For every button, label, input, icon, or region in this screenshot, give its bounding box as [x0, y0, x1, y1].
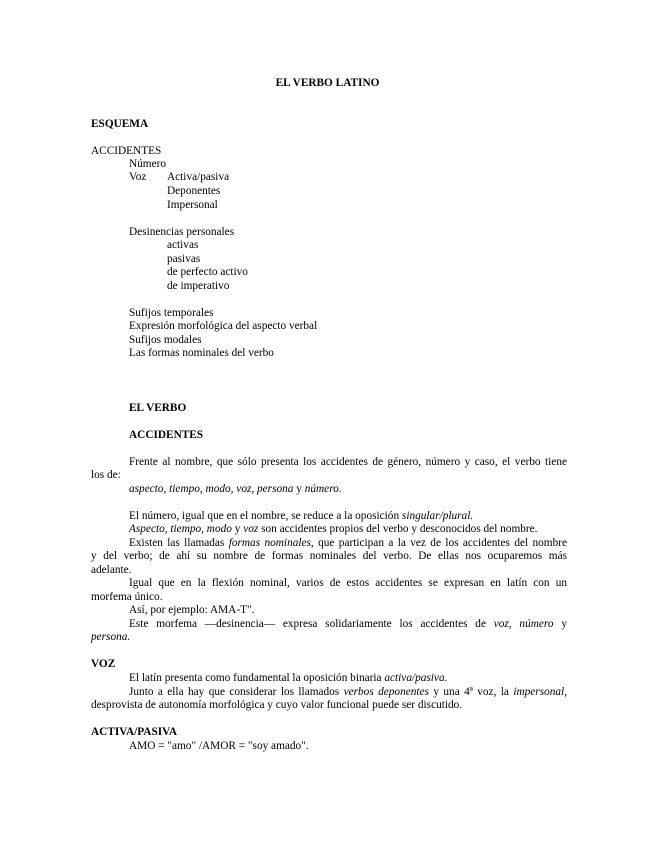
- text: El número, igual que en el nombre, se reduce a la oposición: [129, 510, 402, 522]
- paragraph-line: Igual que en la flexión nominal, varios de estos accidentes se expresan en latín con un: [129, 577, 567, 589]
- paragraph-line: Frente al nombre, que sólo presenta los accidentes de género, número y caso, el verbo tiene: [129, 456, 567, 468]
- text: Este morfema —desinencia— expresa solidariamente los accidentes de: [129, 618, 494, 630]
- text: son accidentes propios del verbo y desconocidos del nombre.: [258, 523, 538, 535]
- voz-label: Voz: [129, 171, 147, 183]
- voz-item: Activa/pasiva: [167, 171, 230, 183]
- desinencias-label: Desinencias personales: [129, 226, 235, 238]
- paragraph-line: desprovista de autonomía morfológica y cuyo valor funcional puede ser discutido.: [91, 699, 463, 711]
- paragraph-line: [129, 618, 567, 632]
- accidentes-heading: ACCIDENTES: [129, 429, 204, 441]
- voz-item: Impersonal: [167, 199, 218, 211]
- paragraph-line: [129, 537, 567, 551]
- paragraph-line: y del verbo; de ahí su nombre de formas nominales del verbo. De ellas nos ocuparemos más: [91, 550, 567, 562]
- voz-item: Deponentes: [167, 185, 221, 197]
- italic-text: activa/pasiva.: [384, 672, 448, 684]
- esquema-item: Sufijos modales: [129, 334, 202, 346]
- accidentes-label: ACCIDENTES: [91, 145, 162, 157]
- paragraph-line: Así, por ejemplo: AMA-T".: [129, 604, 255, 616]
- italic-text: aspecto, tiempo, modo, voz, persona: [129, 483, 294, 495]
- paragraph-line: adelante.: [91, 564, 132, 576]
- paragraph-line: [129, 672, 447, 686]
- text: Existen las llamadas: [129, 537, 229, 549]
- esquema-item: Sufijos temporales: [129, 307, 214, 319]
- text: ,: [564, 686, 568, 698]
- desinencias-item: pasivas: [167, 253, 201, 265]
- italic-text: Aspecto, tiempo, modo: [129, 523, 232, 535]
- accidentes-list: [129, 483, 342, 497]
- italic-text: número.: [304, 483, 342, 495]
- paragraph-line: morfema único.: [91, 591, 163, 603]
- italic-text: impersonal: [513, 686, 565, 698]
- esquema-item: Las formas nominales del verbo: [129, 347, 274, 359]
- voz-heading: VOZ: [91, 658, 116, 670]
- paragraph-line: AMO = "amo" /AMOR = "soy amado".: [129, 740, 309, 752]
- page-title: EL VERBO LATINO: [275, 77, 380, 89]
- paragraph-line: los de:: [91, 469, 121, 481]
- italic-text: formas nominales: [228, 537, 311, 549]
- text: y una 4ª voz, la: [428, 686, 514, 698]
- desinencias-item: de imperativo: [167, 280, 230, 292]
- text: y: [231, 523, 244, 535]
- text: y: [293, 483, 305, 495]
- el-verbo-heading: EL VERBO: [129, 402, 187, 414]
- italic-text: voz: [243, 523, 259, 535]
- italic-text: singular/plural.: [401, 510, 474, 522]
- esquema-heading: ESQUEMA: [91, 118, 149, 130]
- text: Junto a ella hay que considerar los llamados: [129, 686, 344, 698]
- desinencias-item: activas: [167, 239, 199, 251]
- text: El latín presenta como fundamental la oposición binaria: [129, 672, 385, 684]
- paragraph-line: persona.: [91, 631, 131, 643]
- text: , que participan a la vez de los accidentes del nombre: [310, 537, 567, 549]
- paragraph-line: [129, 510, 473, 524]
- numero-label: Número: [129, 158, 167, 170]
- paragraph-line: [129, 523, 538, 537]
- desinencias-item: de perfecto activo: [167, 266, 248, 278]
- paragraph-line: [129, 686, 567, 700]
- italic-text: verbos deponentes: [343, 686, 429, 698]
- italic-text: voz, número: [493, 618, 554, 630]
- activa-pasiva-heading: ACTIVA/PASIVA: [91, 726, 178, 738]
- esquema-item: Expresión morfológica del aspecto verbal: [129, 320, 318, 332]
- text: y: [553, 618, 567, 630]
